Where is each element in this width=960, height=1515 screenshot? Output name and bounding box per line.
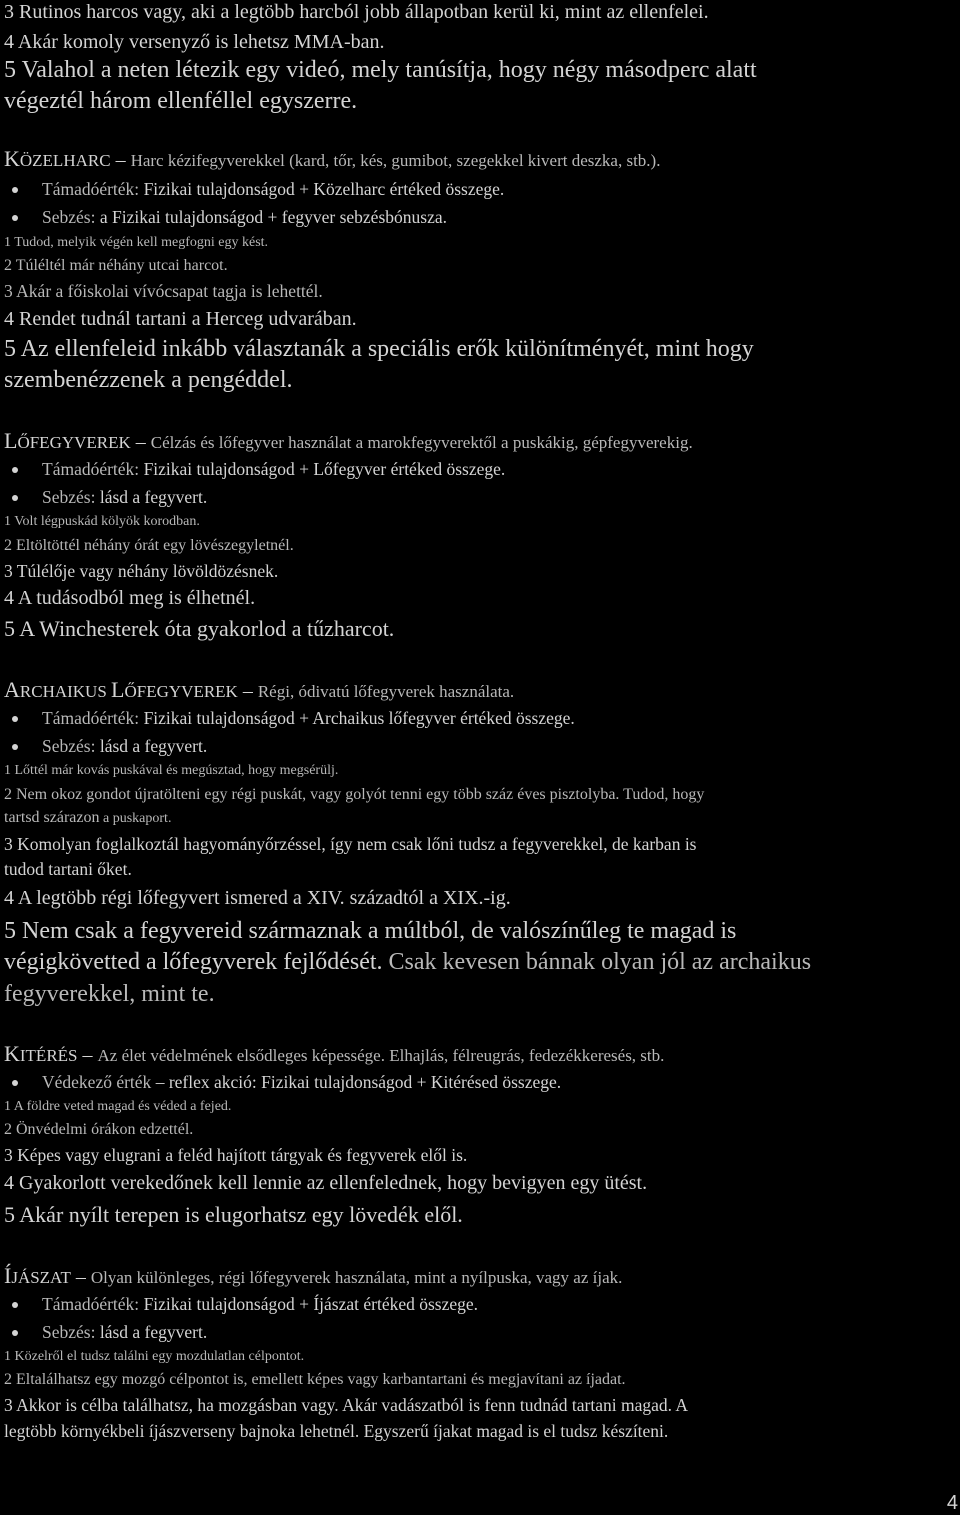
section-heading-ijaszat: ÍJÁSZAT – Olyan különleges, régi lőfegyverek használata, mint a nyílpuska, vagy az íjak. [4,1263,623,1288]
rating-line: 4 A legtöbb régi lőfegyvert ismered a XIV. századtól a XIX.-ig. [4,887,511,909]
rating-line: tudod tartani őket. [4,859,132,879]
bullet-attack-value: Támadóérték: Fizikai tulajdonságod + Íjászat értéked összege. [42,1294,479,1314]
rating-line: 3 Rutinos harcos vagy, aki a legtöbb harcból jobb állapotban kerül ki, mint az ellenfelei. [4,1,709,23]
rating-line: 3 Képes vagy elugrani a feléd hajított tárgyak és fegyverek elől is. [4,1145,468,1165]
page-number: 4 [946,1492,958,1514]
rating-line: 4 A tudásodból meg is élhetnél. [4,587,256,609]
rating-line: 5 A Winchesterek óta gyakorlod a tűzharcot. [4,616,395,641]
bullet-attack-value: Támadóérték: Fizikai tulajdonságod + Lőfegyver értéked összege. [42,459,506,479]
rating-line: 4 Akár komoly versenyző is lehetsz MMA-ban. [4,31,385,53]
rating-line: 3 Akkor is célba találhatsz, ha mozgásban vagy. Akár vadászatból is fenn tudnád tartani magad. A [4,1395,689,1415]
rating-line: 2 Eltöltöttél néhány órát egy lövészegyletnél. [4,537,294,554]
section-heading-lofegyverek: LŐFEGYVEREK – Célzás és lőfegyver használat a marokfegyverektől a puskákig, gépfegyverekig. [4,428,693,453]
rating-line: 3 Túlélője vagy néhány lövöldözésnek. [4,561,279,581]
section-heading-archaikus: ARCHAIKUS LŐFEGYVEREK – Régi, ódivatú lőfegyverek használata. [4,677,515,702]
rating-line: végeztél három ellenféllel egyszerre. [4,88,358,114]
bullet-attack-value: Támadóérték: Fizikai tulajdonságod + Közelharc értéked összege. [42,179,505,199]
rating-line: 4 Rendet tudnál tartani a Herceg udvarában. [4,308,357,330]
bullet-damage: Sebzés: lásd a fegyvert. [42,736,208,756]
bullet-defense-value: Védekező érték – reflex akció: Fizikai tulajdonságod + Kitérésed összege. [42,1072,562,1092]
rating-line: legtöbb környékbeli íjászverseny bajnoka lehetnél. Egyszerű íjakat magad is el tudsz készíteni. [4,1421,669,1441]
rating-line: 5 Valahol a neten létezik egy videó, mely tanúsítja, hogy négy másodperc alatt [4,57,757,83]
rating-line: tartsd szárazon a puskaport. [4,809,172,826]
bullet-attack-value: Támadóérték: Fizikai tulajdonságod + Archaikus lőfegyver értéked összege. [42,708,575,728]
rating-line: 2 Nem okoz gondot újratölteni egy régi puskát, vagy golyót tenni egy több száz éves pisztolyba. Tudod, hogy [4,786,705,803]
rating-line: 1 Tudod, melyik végén kell megfogni egy kést. [4,235,269,250]
rating-line: 4 Gyakorlott verekedőnek kell lennie az ellenfelednek, hogy bevigyen egy ütést. [4,1172,648,1194]
rating-line: 1 A földre veted magad és véded a fejed. [4,1099,232,1114]
rating-line: 2 Önvédelmi órákon edzettél. [4,1121,194,1138]
rating-line: 1 Volt légpuskád kölyök korodban. [4,514,200,529]
rating-line: végigkövetted a lőfegyverek fejlődését. Csak kevesen bánnak olyan jól az archaikus [4,949,812,975]
rating-line: 1 Lőttél már kovás puskával és megúsztad, hogy megsérülj. [4,763,339,778]
bullet-damage: Sebzés: a Fizikai tulajdonságod + fegyver sebzésbónusza. [42,207,447,227]
rating-line: 5 Akár nyílt terepen is elugorhatsz egy lövedék elől. [4,1202,463,1227]
rating-line: 1 Közelről el tudsz találni egy mozdulatlan célpontot. [4,1349,305,1364]
rating-line: 2 Eltalálhatsz egy mozgó célpontot is, emellett képes vagy karbantartani és megjavítani az íjadat. [4,1371,626,1388]
rating-line: 3 Komolyan foglalkoztál hagyományőrzéssel, így nem csak lőni tudsz a fegyverekkel, de karban is [4,834,697,854]
bullet-damage: Sebzés: lásd a fegyvert. [42,1322,208,1342]
section-heading-kiteres: KITÉRÉS – Az élet védelmének elsődleges képessége. Elhajlás, félreugrás, fedezékkeresés, stb. [4,1041,665,1066]
rating-line: 5 Nem csak a fegyvereid származnak a múltból, de valószínűleg te magad is [4,918,737,944]
rating-line: szembenézzenek a pengéddel. [4,367,293,393]
rating-line: 5 Az ellenfeleid inkább választanák a speciális erők különítményét, mint hogy [4,336,754,362]
rating-line: fegyverekkel, mint te. [4,981,215,1007]
rating-line: 3 Akár a főiskolai vívócsapat tagja is lehettél. [4,281,323,301]
bullet-damage: Sebzés: lásd a fegyvert. [42,487,208,507]
section-heading-kozelharc: KÖZELHARC – Harc kézifegyverekkel (kard, tőr, kés, gumibot, szegekkel kivert deszka, stb.). [4,146,661,171]
rating-line: 2 Túléltél már néhány utcai harcot. [4,257,228,274]
